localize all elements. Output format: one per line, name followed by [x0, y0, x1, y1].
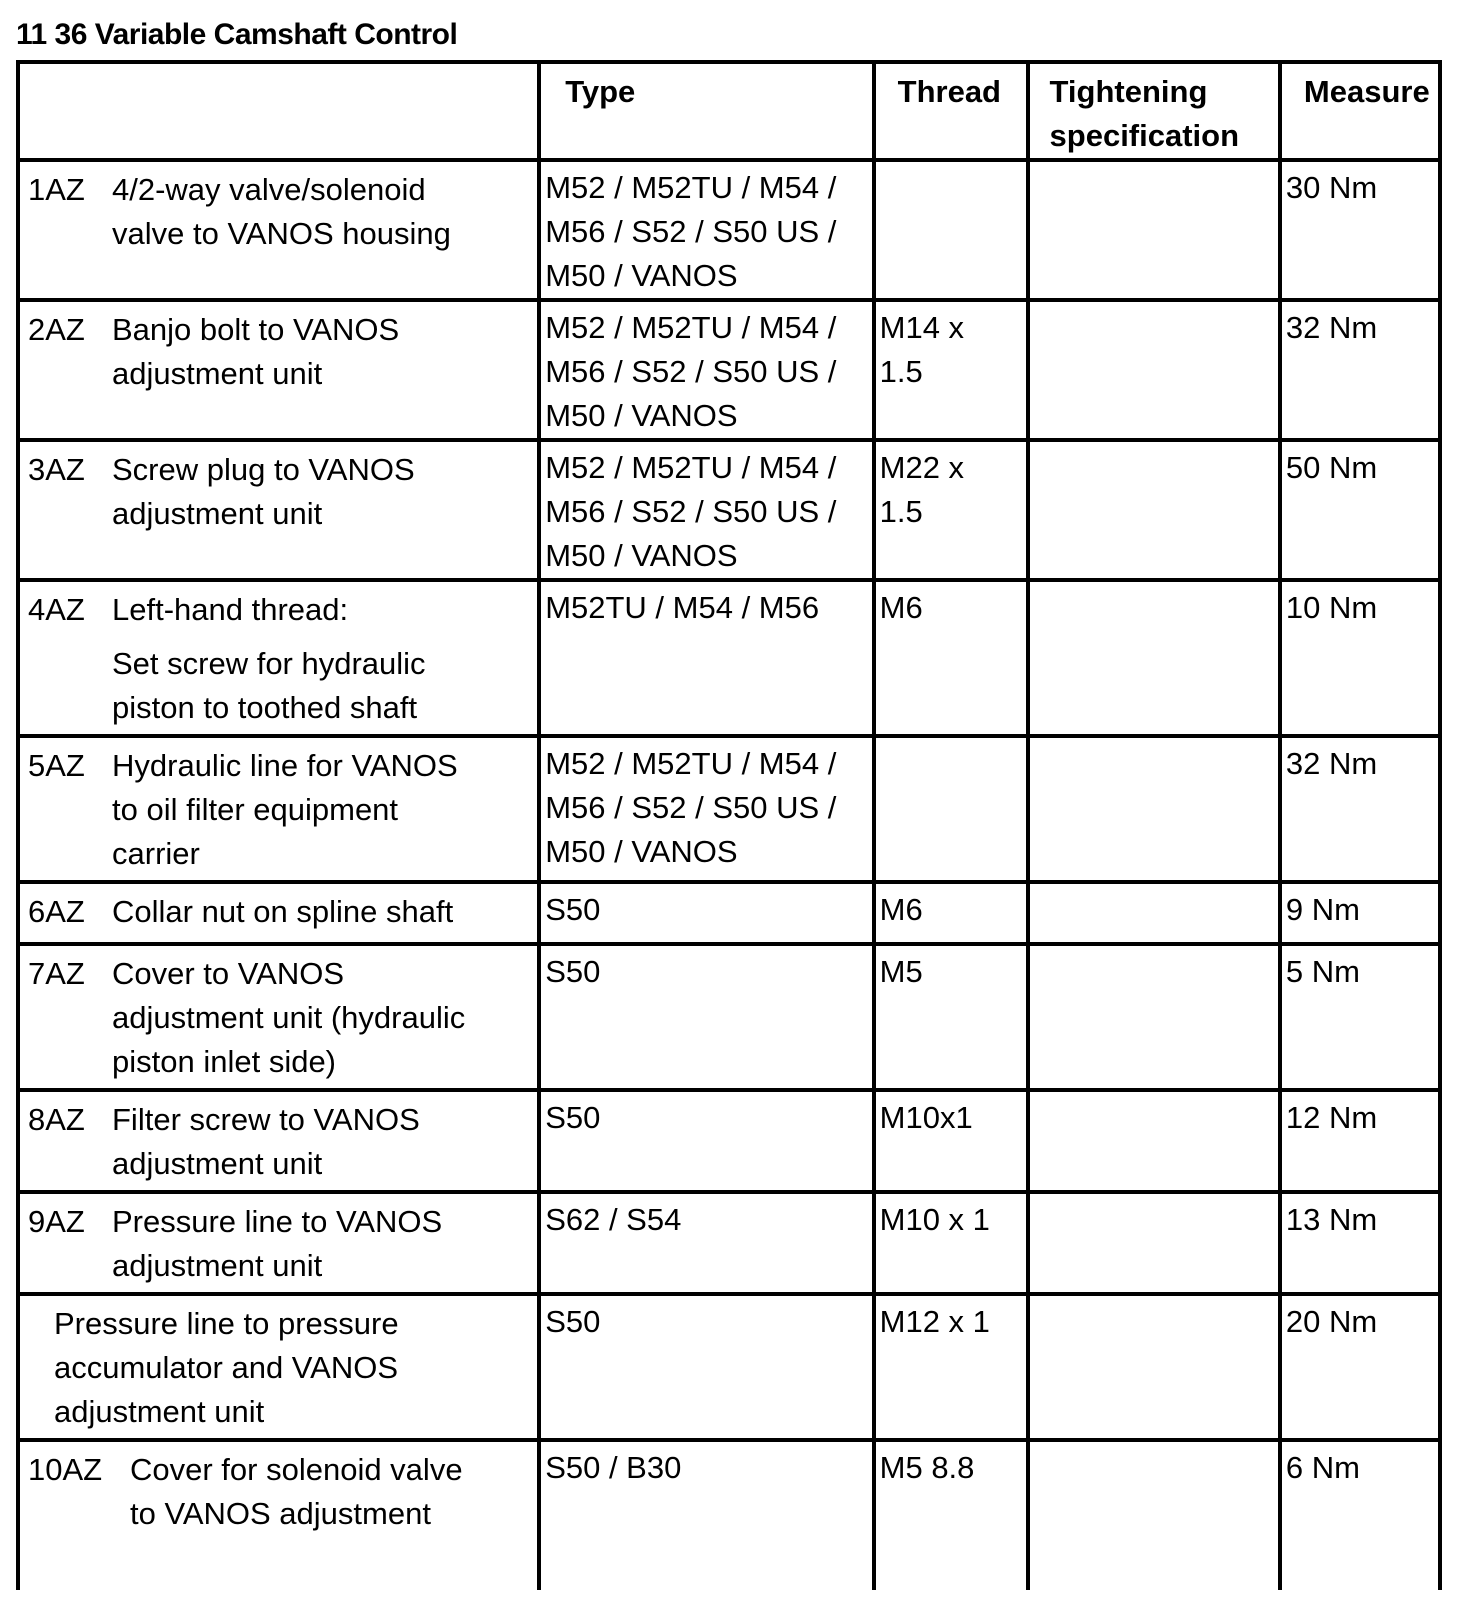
description-line: Pressure line to VANOS [112, 1204, 443, 1239]
description-line: adjustment unit [54, 1394, 265, 1429]
row-thread-cell [874, 300, 1028, 440]
row-thread-cell [874, 1440, 1028, 1590]
type-line: M52 / M52TU / M54 / [545, 450, 837, 485]
row-tightening-cell [1028, 1294, 1280, 1440]
row-item-number: 5AZ [28, 748, 85, 783]
description-line: Hydraulic line for VANOS [112, 748, 458, 783]
thread-line: 1.5 [879, 494, 923, 529]
description-line: adjustment unit (hydraulic [112, 1000, 466, 1035]
row-measure-cell: 20 Nm [1280, 1294, 1440, 1440]
table-row [18, 160, 1440, 300]
row-tightening-cell [1028, 440, 1280, 580]
row-item-number: 9AZ [28, 1204, 85, 1239]
description-line: carrier [112, 836, 200, 871]
row-measure-cell: 50 Nm [1280, 440, 1440, 580]
type-line: M52 / M52TU / M54 / [545, 310, 837, 345]
column-header-measure: Measure [1280, 62, 1440, 160]
row-type-cell [539, 1294, 873, 1440]
row-measure-cell: 6 Nm [1280, 1440, 1440, 1590]
row-description-text [112, 1098, 420, 1186]
type-line: M50 / VANOS [545, 834, 738, 869]
row-measure-cell: 13 Nm [1280, 1192, 1440, 1294]
row-description-text [112, 168, 451, 256]
row-item-number: 8AZ [28, 1102, 85, 1137]
description-line: accumulator and VANOS [54, 1350, 399, 1385]
row-measure-cell: 10 Nm [1280, 580, 1440, 736]
row-description-text [112, 744, 458, 876]
description-line: 4/2-way valve/solenoid [112, 172, 426, 207]
row-description-text [130, 1448, 463, 1536]
type-line: S50 [545, 954, 601, 989]
table-header-row [18, 62, 1440, 160]
type-line: S50 / B30 [545, 1450, 682, 1485]
row-description-cell [18, 1192, 539, 1294]
table-row [18, 440, 1440, 580]
type-line: S50 [545, 892, 601, 927]
row-type-cell [539, 160, 873, 300]
row-tightening-cell [1028, 882, 1280, 944]
row-description-text [112, 952, 465, 1084]
description-line: piston to toothed shaft [112, 690, 418, 725]
row-type-cell [539, 300, 873, 440]
row-type-cell [539, 580, 873, 736]
description-line: Screw plug to VANOS [112, 452, 415, 487]
description-line: adjustment unit [112, 1248, 323, 1283]
row-description-text [28, 1302, 399, 1434]
row-type-cell [539, 1440, 873, 1590]
description-line: Left-hand thread: [112, 592, 349, 627]
row-thread-cell [874, 160, 1028, 300]
row-description-cell [18, 440, 539, 580]
row-description-cell [18, 300, 539, 440]
table-row [18, 300, 1440, 440]
row-description-cell [18, 1090, 539, 1192]
column-header-type: Type [539, 62, 873, 160]
row-type-cell [539, 882, 873, 944]
column-header-tightening [1028, 62, 1280, 160]
thread-line: M5 [879, 954, 923, 989]
description-line: Cover to VANOS [112, 956, 345, 991]
table-row [18, 1294, 1440, 1440]
row-tightening-cell [1028, 160, 1280, 300]
type-line: S50 [545, 1100, 601, 1135]
table-row [18, 1192, 1440, 1294]
table-row [18, 1440, 1440, 1590]
row-thread-cell [874, 944, 1028, 1090]
row-tightening-cell [1028, 1090, 1280, 1192]
thread-line: M6 [879, 892, 923, 927]
torque-spec-table [16, 60, 1442, 1590]
type-line: M52TU / M54 / M56 [545, 590, 820, 625]
row-tightening-cell [1028, 1192, 1280, 1294]
row-description-cell [18, 580, 539, 736]
description-line: Set screw for hydraulic [112, 646, 426, 681]
description-line: piston inlet side) [112, 1044, 337, 1079]
table-row [18, 736, 1440, 882]
row-tightening-cell [1028, 736, 1280, 882]
row-type-cell [539, 1192, 873, 1294]
row-description-cell [18, 944, 539, 1090]
row-description-text [112, 588, 426, 730]
table-row [18, 580, 1440, 736]
row-description-text [112, 308, 399, 396]
row-item-number: 4AZ [28, 592, 85, 627]
row-description-cell [18, 1294, 539, 1440]
tightening-header-line1: Tightening [1049, 74, 1208, 109]
row-tightening-cell [1028, 944, 1280, 1090]
row-thread-cell [874, 1090, 1028, 1192]
type-line: M50 / VANOS [545, 398, 738, 433]
row-item-number: 1AZ [28, 172, 85, 207]
description-line: to VANOS adjustment [130, 1496, 431, 1531]
row-thread-cell [874, 440, 1028, 580]
row-thread-cell [874, 580, 1028, 736]
description-line: Banjo bolt to VANOS [112, 312, 400, 347]
type-line: M50 / VANOS [545, 258, 738, 293]
row-item-number: 2AZ [28, 312, 85, 347]
thread-line: M5 8.8 [879, 1450, 975, 1485]
thread-line: M6 [879, 590, 923, 625]
row-tightening-cell [1028, 1440, 1280, 1590]
row-thread-cell [874, 1192, 1028, 1294]
table-row [18, 882, 1440, 944]
row-measure-cell: 9 Nm [1280, 882, 1440, 944]
row-item-number: 3AZ [28, 452, 85, 487]
type-line: M56 / S52 / S50 US / [545, 494, 837, 529]
thread-line: 1.5 [879, 354, 923, 389]
row-item-number: 10AZ [28, 1452, 103, 1487]
row-measure-cell: 32 Nm [1280, 300, 1440, 440]
table-row [18, 944, 1440, 1090]
type-line: M50 / VANOS [545, 538, 738, 573]
row-thread-cell [874, 736, 1028, 882]
type-line: S62 / S54 [545, 1202, 682, 1237]
description-line: Pressure line to pressure [54, 1306, 399, 1341]
description-line: valve to VANOS housing [112, 216, 451, 251]
row-description-cell [18, 736, 539, 882]
row-measure-cell: 32 Nm [1280, 736, 1440, 882]
page-title: 11 36 Variable Camshaft Control [16, 18, 458, 51]
description-line: adjustment unit [112, 356, 323, 391]
type-line: M52 / M52TU / M54 / [545, 170, 837, 205]
thread-line: M10 x 1 [879, 1202, 990, 1237]
type-line: M56 / S52 / S50 US / [545, 790, 837, 825]
description-line: adjustment unit [112, 1146, 323, 1181]
row-type-cell [539, 1090, 873, 1192]
row-tightening-cell [1028, 580, 1280, 736]
row-type-cell [539, 736, 873, 882]
description-line: Cover for solenoid valve [130, 1452, 463, 1487]
thread-line: M22 x [879, 450, 965, 485]
row-type-cell [539, 440, 873, 580]
table-body [18, 160, 1440, 1590]
description-line: adjustment unit [112, 496, 323, 531]
row-thread-cell [874, 882, 1028, 944]
row-type-cell [539, 944, 873, 1090]
row-measure-cell: 30 Nm [1280, 160, 1440, 300]
row-measure-cell: 5 Nm [1280, 944, 1440, 1090]
row-description-cell [18, 160, 539, 300]
row-description-text [112, 448, 415, 536]
table-row [18, 1090, 1440, 1192]
thread-line: M10x1 [879, 1100, 973, 1135]
thread-line: M12 x 1 [879, 1304, 990, 1339]
type-line: S50 [545, 1304, 601, 1339]
tightening-header-line2: specification [1049, 118, 1240, 153]
description-line: Collar nut on spline shaft [112, 894, 454, 929]
row-description-cell [18, 1440, 539, 1590]
type-line: M52 / M52TU / M54 / [545, 746, 837, 781]
column-header-thread: Thread [874, 62, 1028, 160]
row-description-text [112, 1200, 442, 1288]
thread-line: M14 x [879, 310, 965, 345]
type-line: M56 / S52 / S50 US / [545, 354, 837, 389]
row-item-number: 6AZ [28, 894, 85, 929]
row-measure-cell: 12 Nm [1280, 1090, 1440, 1192]
row-item-number: 7AZ [28, 956, 85, 991]
row-tightening-cell [1028, 300, 1280, 440]
row-description-cell [18, 882, 539, 944]
description-line: Filter screw to VANOS [112, 1102, 420, 1137]
row-thread-cell [874, 1294, 1028, 1440]
description-line: to oil filter equipment [112, 792, 399, 827]
column-header-description [18, 62, 539, 160]
row-description-text [112, 890, 453, 934]
type-line: M56 / S52 / S50 US / [545, 214, 837, 249]
